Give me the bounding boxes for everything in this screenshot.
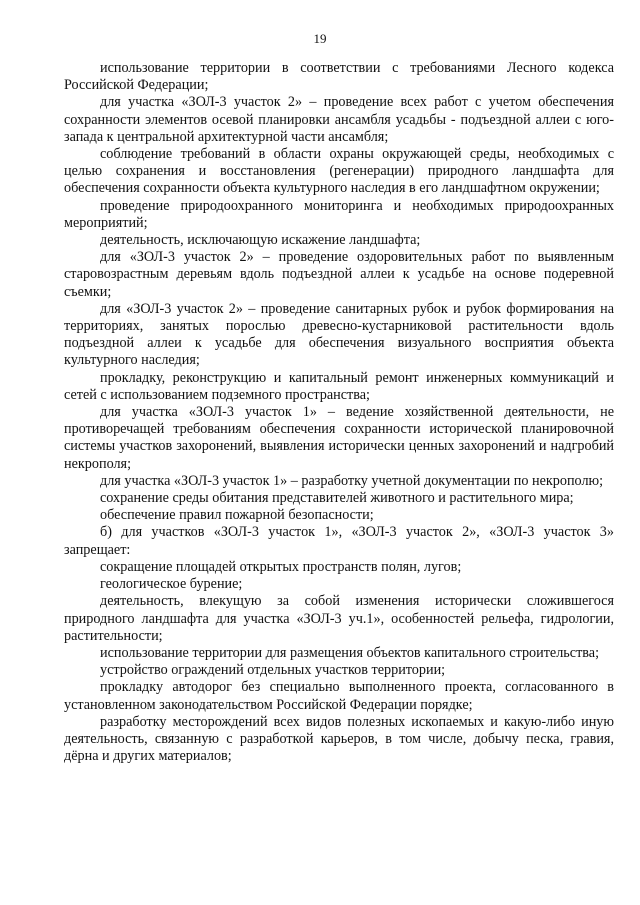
paragraph-6: для «ЗОЛ-3 участок 2» – проведение оздоровительных работ по выявленным старовозрастным деревьям вдоль подъездной аллеи к усадьбе на основе подеревной съемки; xyxy=(64,249,614,300)
paragraph-1: использование территории в соответствии с требованиями Лесного кодекса Российской Федерации; xyxy=(64,60,614,94)
paragraph-17: использование территории для размещения объектов капитального строительства; xyxy=(100,644,600,661)
paragraph-2: для участка «ЗОЛ-3 участок 2» – проведение всех работ с учетом обеспечения сохранности элементов осевой планировки ансамбля усадьбы - подъездной аллеи с юго-запада к центральной архитектурной части ансамбля; xyxy=(64,94,614,145)
paragraph-14: сокращение площадей открытых пространств полян, лугов; xyxy=(100,558,462,575)
paragraph-7: для «ЗОЛ-3 участок 2» – проведение санитарных рубок и рубок формирования на территориях, занятых порослью древесно-кустарниковой растительности вдоль подъездной аллеи к усадьбе для обеспечения визуального восприятия объекта культурного наследия; xyxy=(64,300,614,369)
paragraph-4: проведение природоохранного мониторинга и необходимых природоохранных мероприятий; xyxy=(64,197,614,231)
paragraph-3: соблюдение требований в области охраны окружающей среды, необходимых с целью сохранения и восстановления (регенерации) природного ландшафта для обеспечения сохранности объекта культурного наследия в его ландшафтном окружении; xyxy=(64,146,614,197)
paragraph-12: обеспечение правил пожарной безопасности; xyxy=(100,507,374,524)
paragraph-13: б) для участков «ЗОЛ-3 участок 1», «ЗОЛ-3 участок 2», «ЗОЛ-3 участок 3» запрещает: xyxy=(64,524,614,558)
paragraph-20: разработку месторождений всех видов полезных ископаемых и какую-либо иную деятельность, связанную с разработкой карьеров, в том числе, добычу песка, гравия, дёрна и других материалов; xyxy=(64,713,614,765)
paragraph-5: деятельность, исключающую искажение ландшафта; xyxy=(100,232,421,249)
paragraph-16: деятельность, влекущую за собой изменения исторически сложившегося природного ландшафта для участка «ЗОЛ-3 уч.1», особенностей рельефа, гидрологии, растительности; xyxy=(64,593,614,644)
paragraph-10: для участка «ЗОЛ-3 участок 1» – разработку учетной документации по некрополю; xyxy=(100,472,604,489)
paragraph-18: устройство ограждений отдельных участков территории; xyxy=(100,662,446,679)
paragraph-15: геологическое бурение; xyxy=(100,576,243,593)
paragraph-19: прокладку автодорог без специально выполненного проекта, согласованного в установленном законодательством Российской Федерации порядке; xyxy=(64,679,614,713)
paragraph-8: прокладку, реконструкцию и капитальный ремонт инженерных коммуникаций и сетей с использованием подземного пространства; xyxy=(64,369,614,403)
paragraph-9: для участка «ЗОЛ-3 участок 1» – ведение хозяйственной деятельности, не противоречащей требованиям обеспечения сохранности исторической планировочной системы участков захоронений, выявления исторически ценных захоронений и надгробий некрополя; xyxy=(64,404,614,472)
paragraph-11: сохранение среды обитания представителей животного и растительного мира; xyxy=(100,490,574,507)
document-body xyxy=(64,60,614,765)
page-number: 19 xyxy=(313,31,327,46)
